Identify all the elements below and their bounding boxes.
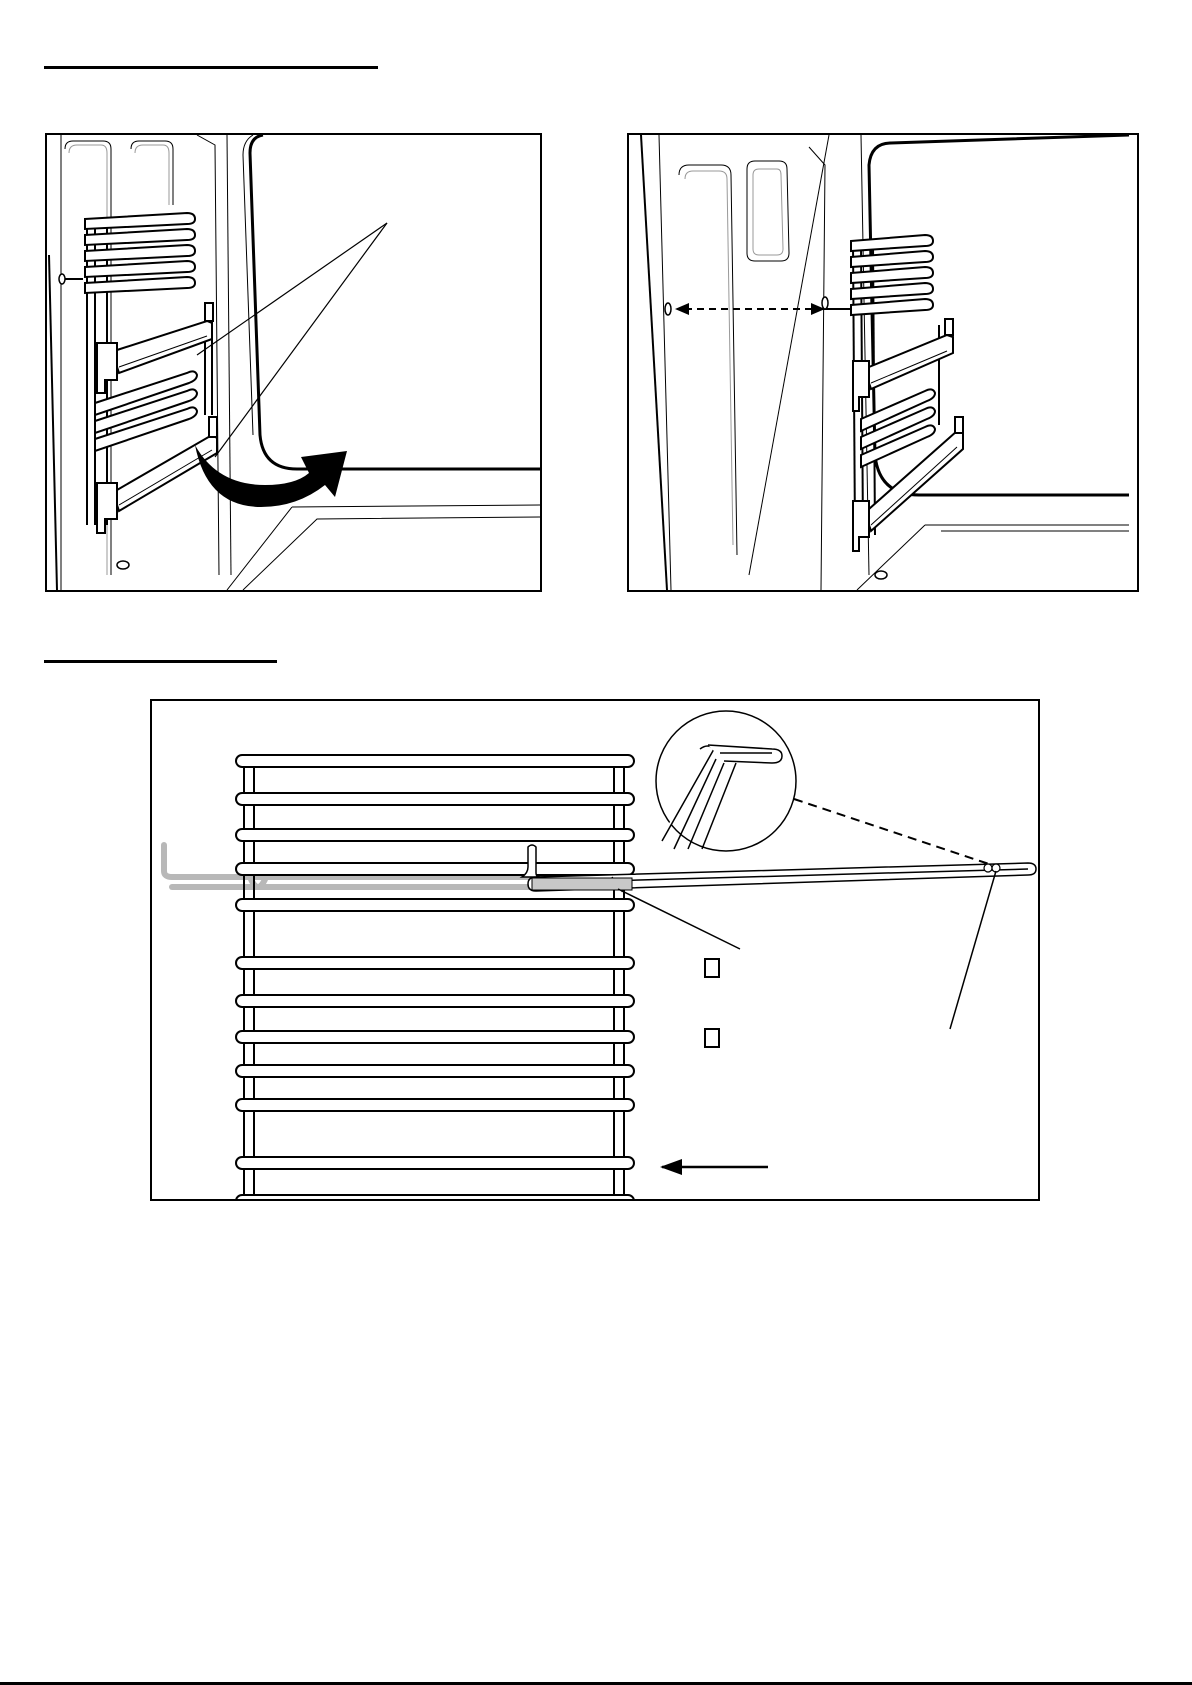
section-2-heading-rule (44, 660, 277, 663)
double-headed-dashed-arrow-icon (675, 303, 825, 315)
figure-telescopic-runner (150, 699, 1040, 1201)
remove-side-rack-illustration (47, 135, 540, 590)
section-1-heading-rule (44, 66, 378, 69)
detail-magnifier (656, 711, 796, 851)
checkbox-1 (704, 958, 720, 978)
figure-side-rack-hooks (627, 133, 1139, 592)
telescopic-runner-illustration (152, 701, 1038, 1199)
left-arrow-icon (660, 1159, 768, 1175)
figure-remove-side-rack (45, 133, 542, 592)
checkbox-2 (704, 1028, 720, 1048)
side-rack-hooks-illustration (629, 135, 1137, 590)
